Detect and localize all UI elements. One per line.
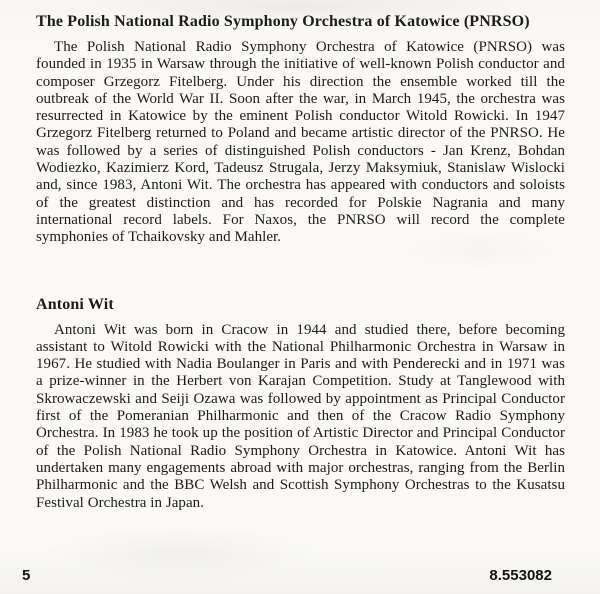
antoni-wit-paragraph: Antoni Wit was born in Cracow in 1944 and studied there, before becoming assistant to Witold Rowicki with the National Philharmonic Orchestra in Warsaw in 1967. He studied with Nadia Boulanger in Paris and with Penderecki and in 1971 was a prize-winner in the Herbert von Karajan Competition. Study at Tanglewood with Skrowaczewski and Seiji Ozawa was followed by appointment as Principal Conductor first of the Pomeranian Philharmonic and then of the Cracow Radio Symphony Orchestra. In 1983 he took up the position of Artistic Director and Principal Conductor of the Polish National Radio Symphony Orchestra in Katowice. Antoni Wit has undertaken many engagements abroad with major orchestras, ranging from the Berlin Philharmonic and the BBC Welsh and Scottish Symphony Orchestras to the Kusatsu Festival Orchestra in Japan. [36, 321, 565, 511]
antoni-wit-section-heading: Antoni Wit [36, 295, 114, 313]
section-antoni-wit [36, 295, 565, 512]
catalog-number: 8.553082 [489, 567, 552, 584]
page-number: 5 [22, 567, 31, 584]
orchestra-paragraph: The Polish National Radio Symphony Orchestra of Katowice (PNRSO) was founded in 1935 in Warsaw through the initiative of well-known Polish conductor and composer Grzegorz Fitelberg. Under his direction the ensemble worked till the outbreak of the World War II. Soon after the war, in March 1945, the orchestra was resurrected in Katowice by the eminent Polish conductor Witold Rowicki. In 1947 Grzegorz Fitelberg returned to Poland and became artistic director of the PNRSO. He was followed by a series of distinguished Polish conductors - Jan Krenz, Bohdan Wodiezko, Kazimierz Kord, Tadeusz Strugala, Jerzy Maksymiuk, Stanislaw Wislocki and, since 1983, Antoni Wit. The orchestra has appeared with conductors and soloists of the greatest distinction and has recorded for Polskie Nagrania and many international record labels. For Naxos, the PNRSO will record the complete symphonies of Tchaikovsky and Mahler. [36, 39, 565, 246]
orchestra-section-heading: The Polish National Radio Symphony Orchestra of Katowice (PNRSO) [36, 13, 530, 30]
section-orchestra [36, 12, 565, 247]
page-footer [22, 567, 552, 584]
